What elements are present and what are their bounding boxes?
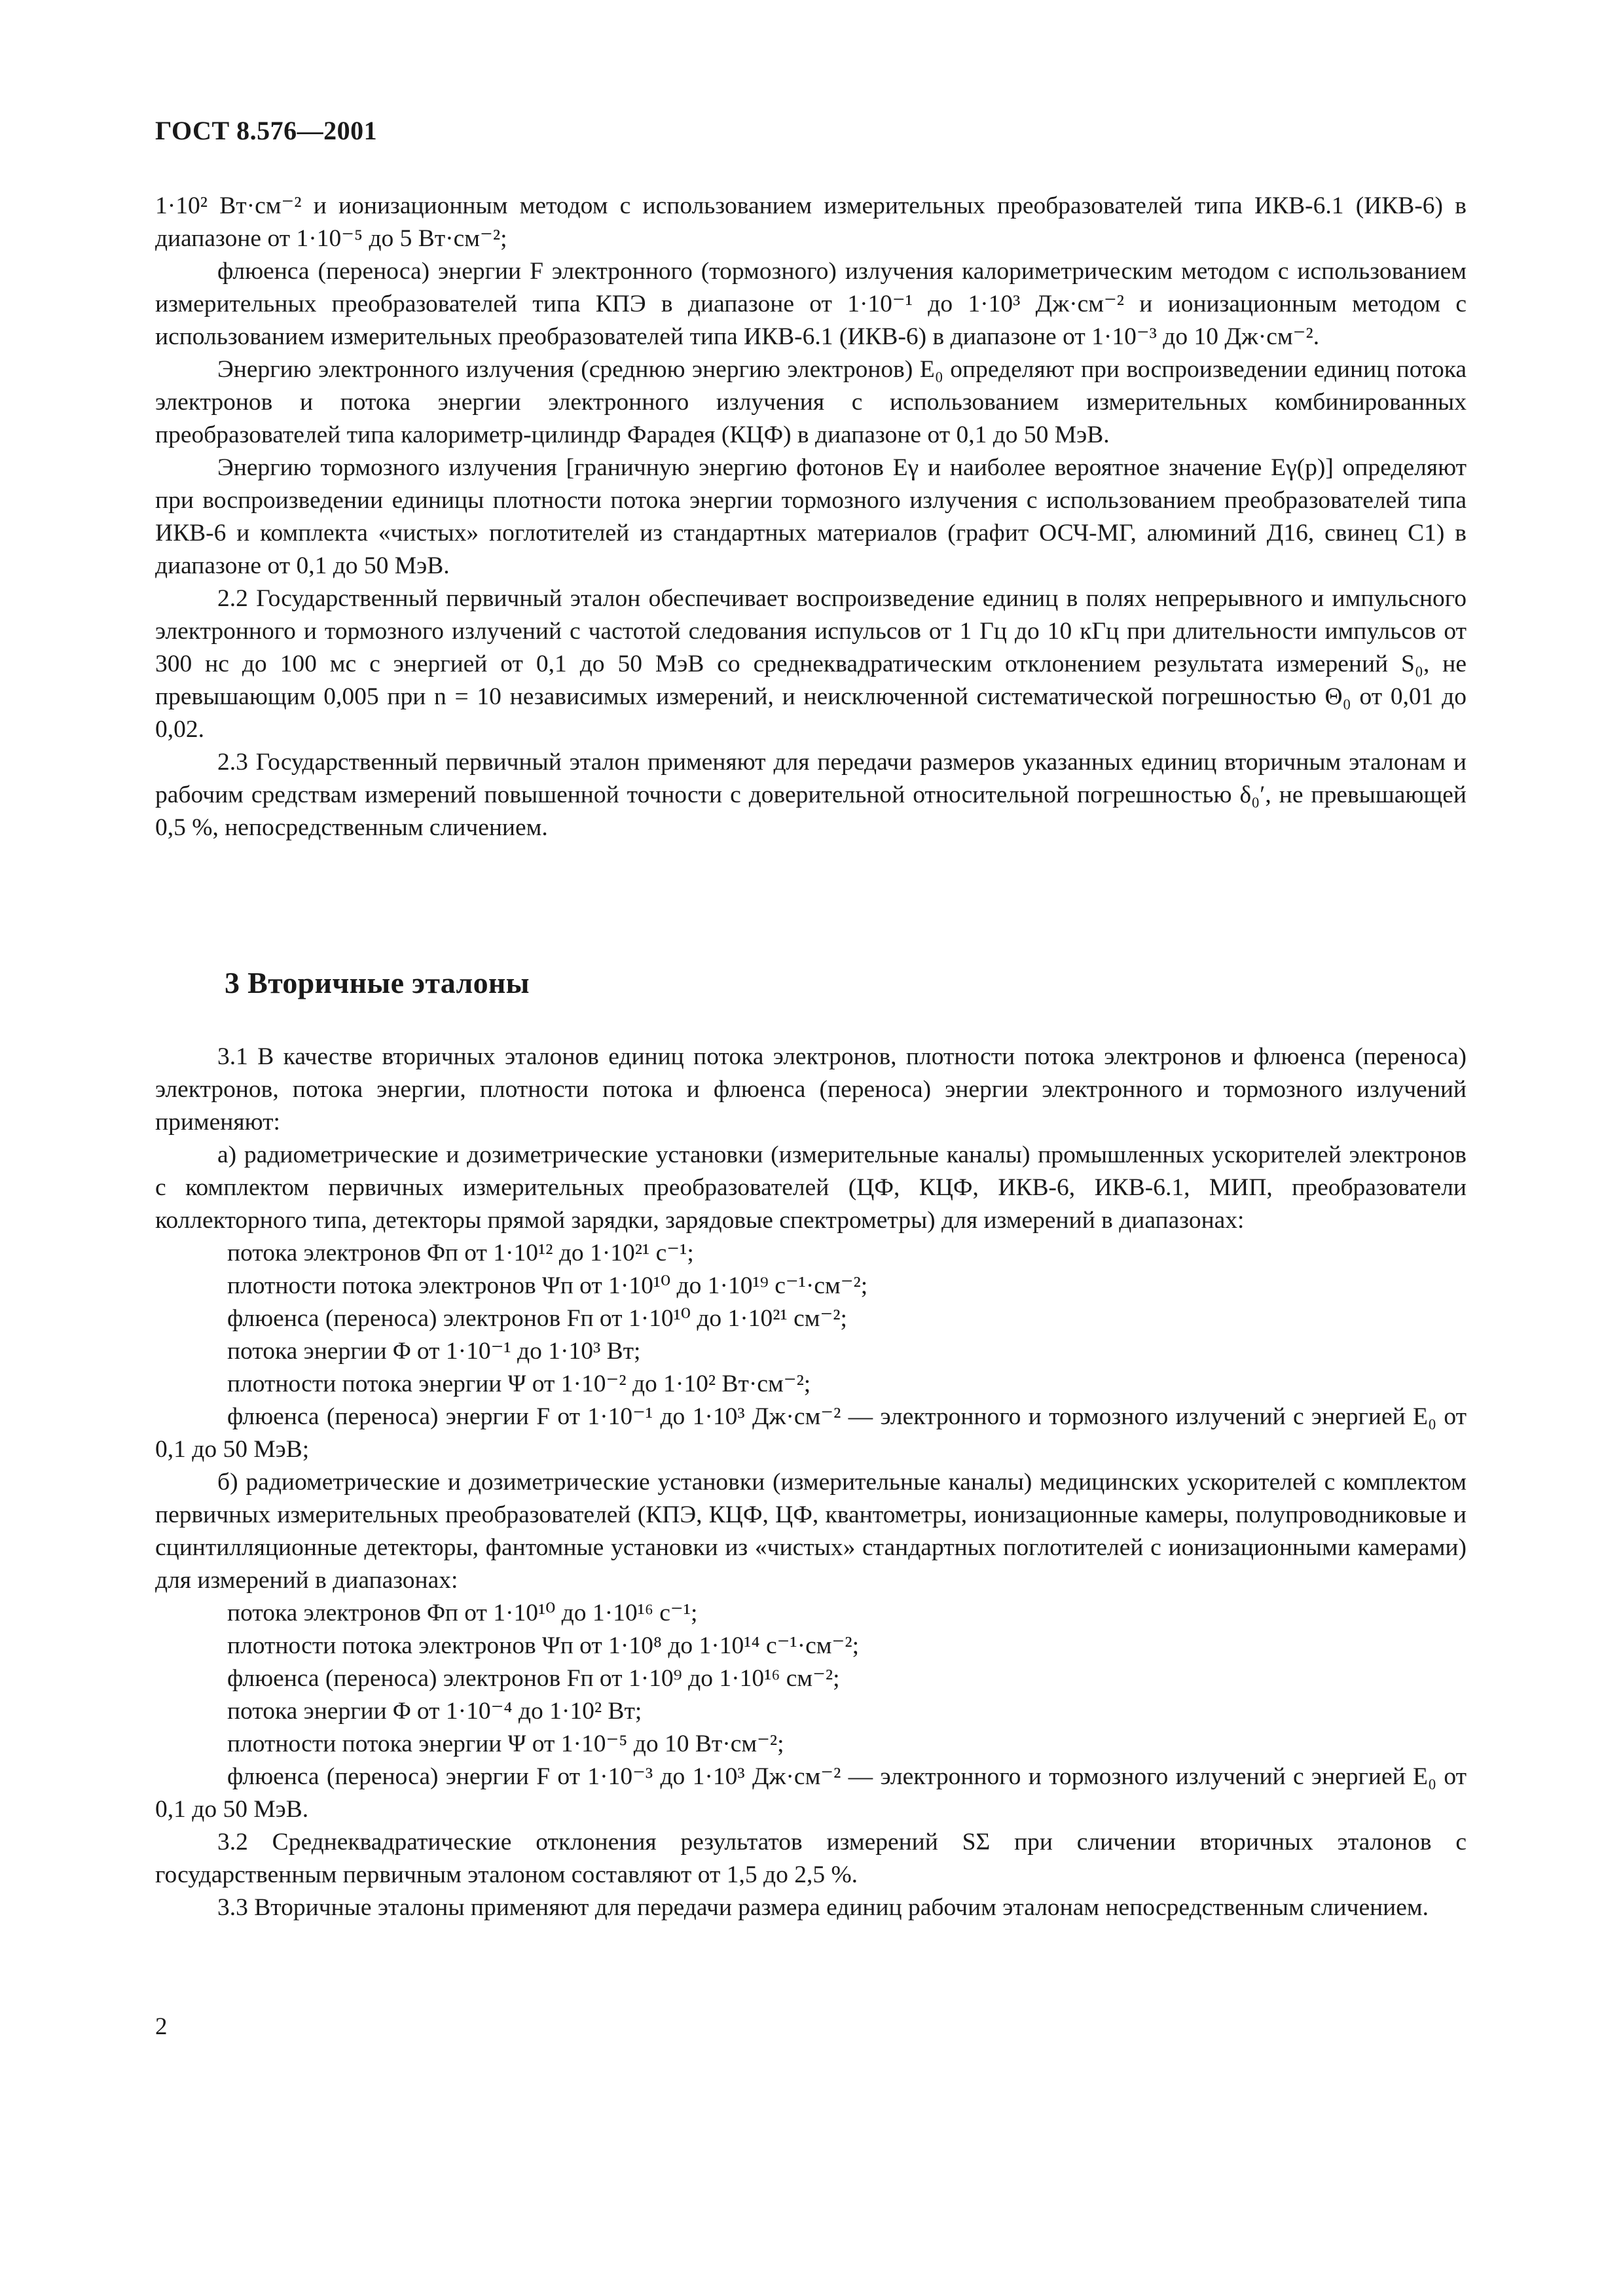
list-item-b: б) радиометрические и дозиметрические установки (измерительные каналы) медицинских ускорителей с комплектом первичных измерительных преобразователей (КПЭ, КЦФ, ЦФ, квантометры, ионизационные камеры, полупроводниковые и сцинтилляционные детекторы, фантомные установки из «чистых» стандартных поглотителей с ионизационными камерами) для измерений в диапазонах: xyxy=(155,1469,1467,1594)
paragraph-3-1: 3.1 В качестве вторичных эталонов единиц потока электронов, плотности потока электронов и флюенса (переноса) электронов, потока энергии, плотности потока и флюенса (переноса) энергии электронного и тормозного излучений применяют: xyxy=(155,1043,1467,1136)
list-item-a: а) радиометрические и дозиметрические установки (измерительные каналы) промышленных ускорителей электронов с комплектом первичных измерительных преобразователей (ЦФ, КЦФ, ИКВ-6, ИКВ-6.1, МИП, преобразователи коллекторного типа, детекторы прямой зарядки, зарядовые спектрометры) для измерений в диапазонах: xyxy=(155,1141,1467,1234)
section-3-body xyxy=(155,1041,1467,1924)
paragraph-3-3: 3.3 Вторичные эталоны применяют для передачи размера единиц рабочим эталонам непосредственным сличением. xyxy=(217,1894,1429,1921)
paragraph-energy-fluence: флюенса (переноса) энергии F электронного (тормозного) излучения калориметрическим методом с использованием измерительных преобразователей типа КПЭ в диапазоне от 1·10⁻¹ до 1·10³ Дж·см⁻² и ионизационным методом с использованием измерительных преобразователей типа ИКВ-6.1 (ИКВ-6) в диапазоне от 1·10⁻³ до 10 Дж·см⁻². xyxy=(155,258,1467,350)
range-item: потока энергии Φ от 1·10⁻⁴ до 1·10² Вт; xyxy=(227,1698,642,1725)
paragraph-energy-flux-density-continued: 1·10² Вт·см⁻² и ионизационным методом с использованием измерительных преобразователей типа ИКВ-6.1 (ИКВ-6) в диапазоне от 1·10⁻⁵ до 5 Вт·см⁻²; xyxy=(155,192,1467,252)
range-item: флюенса (переноса) электронов Fп от 1·10¹⁰ до 1·10²¹ см⁻²; xyxy=(227,1305,847,1332)
range-item: плотности потока энергии Ψ от 1·10⁻² до 1·10² Вт·см⁻²; xyxy=(227,1371,811,1397)
range-item: потока энергии Φ от 1·10⁻¹ до 1·10³ Вт; xyxy=(227,1338,641,1365)
range-item-last: флюенса (переноса) энергии F от 1·10⁻¹ до 1·10³ Дж·см⁻² — электронного и тормозного излучений с энергией E₀ от 0,1 до 50 МэВ; xyxy=(155,1403,1467,1463)
paragraph-electron-energy: Энергию электронного излучения (среднюю энергию электронов) E₀ определяют при воспроизведении единиц потока электронов и потока энергии электронного излучения с использованием измерительных комбинированных преобразователей типа калориметр-цилиндр Фарадея (КЦФ) в диапазоне от 0,1 до 50 МэВ. xyxy=(155,356,1467,448)
page-number: 2 xyxy=(155,2013,168,2040)
range-item: потока электронов Φп от 1·10¹⁰ до 1·10¹⁶ с⁻¹; xyxy=(227,1600,698,1626)
range-item: плотности потока энергии Ψ от 1·10⁻⁵ до 10 Вт·см⁻²; xyxy=(227,1731,784,1757)
section-3-heading: 3 Вторичные эталоны xyxy=(225,966,530,999)
paragraph-bremsstrahlung-energy: Энергию тормозного излучения [граничную энергию фотонов Eγ и наиболее вероятное значение Eγ(p)] определяют при воспроизведении единицы плотности потока энергии тормозного излучения с использованием преобразователей типа ИКВ-6 и комплекта «чистых» поглотителей из стандартных материалов (графит ОСЧ-МГ, алюминий Д16, свинец С1) в диапазоне от 0,1 до 50 МэВ. xyxy=(155,454,1467,579)
section-2-continued xyxy=(155,190,1467,844)
paragraph-2-3: 2.3 Государственный первичный эталон применяют для передачи размеров указанных единиц вторичным эталонам и рабочим средствам измерений повышенной точности с доверительной относительной погрешностью δ₀′, не превышающей 0,5 %, непосредственным сличением. xyxy=(155,749,1467,841)
document-header: ГОСТ 8.576—2001 xyxy=(155,116,378,145)
range-item: плотности потока электронов Ψп от 1·10¹⁰ до 1·10¹⁹ с⁻¹·см⁻²; xyxy=(227,1272,868,1299)
range-item: потока электронов Φп от 1·10¹² до 1·10²¹ с⁻¹; xyxy=(227,1240,694,1266)
range-item-last: флюенса (переноса) энергии F от 1·10⁻³ до 1·10³ Дж·см⁻² — электронного и тормозного излучений с энергией E₀ от 0,1 до 50 МэВ. xyxy=(155,1763,1467,1823)
paragraph-3-2: 3.2 Среднеквадратические отклонения результатов измерений SΣ при сличении вторичных эталонов с государственным первичным эталоном составляют от 1,5 до 2,5 %. xyxy=(155,1829,1467,1888)
range-item: плотности потока электронов Ψп от 1·10⁸ до 1·10¹⁴ с⁻¹·см⁻²; xyxy=(227,1632,859,1659)
paragraph-2-2: 2.2 Государственный первичный эталон обеспечивает воспроизведение единиц в полях непрерывного и импульсного электронного и тормозного излучений с частотой следования испульсов от 1 Гц до 10 кГц при длительности импульсов от 300 нс до 100 мс с энергией от 0,1 до 50 МэВ со среднеквадратическим отклонением результата измерений S₀, не превышающим 0,005 при n = 10 независимых измерений, и неисключенной систематической погрешностью Θ₀ от 0,01 до 0,02. xyxy=(155,585,1467,743)
range-item: флюенса (переноса) электронов Fп от 1·10⁹ до 1·10¹⁶ см⁻²; xyxy=(227,1665,840,1692)
